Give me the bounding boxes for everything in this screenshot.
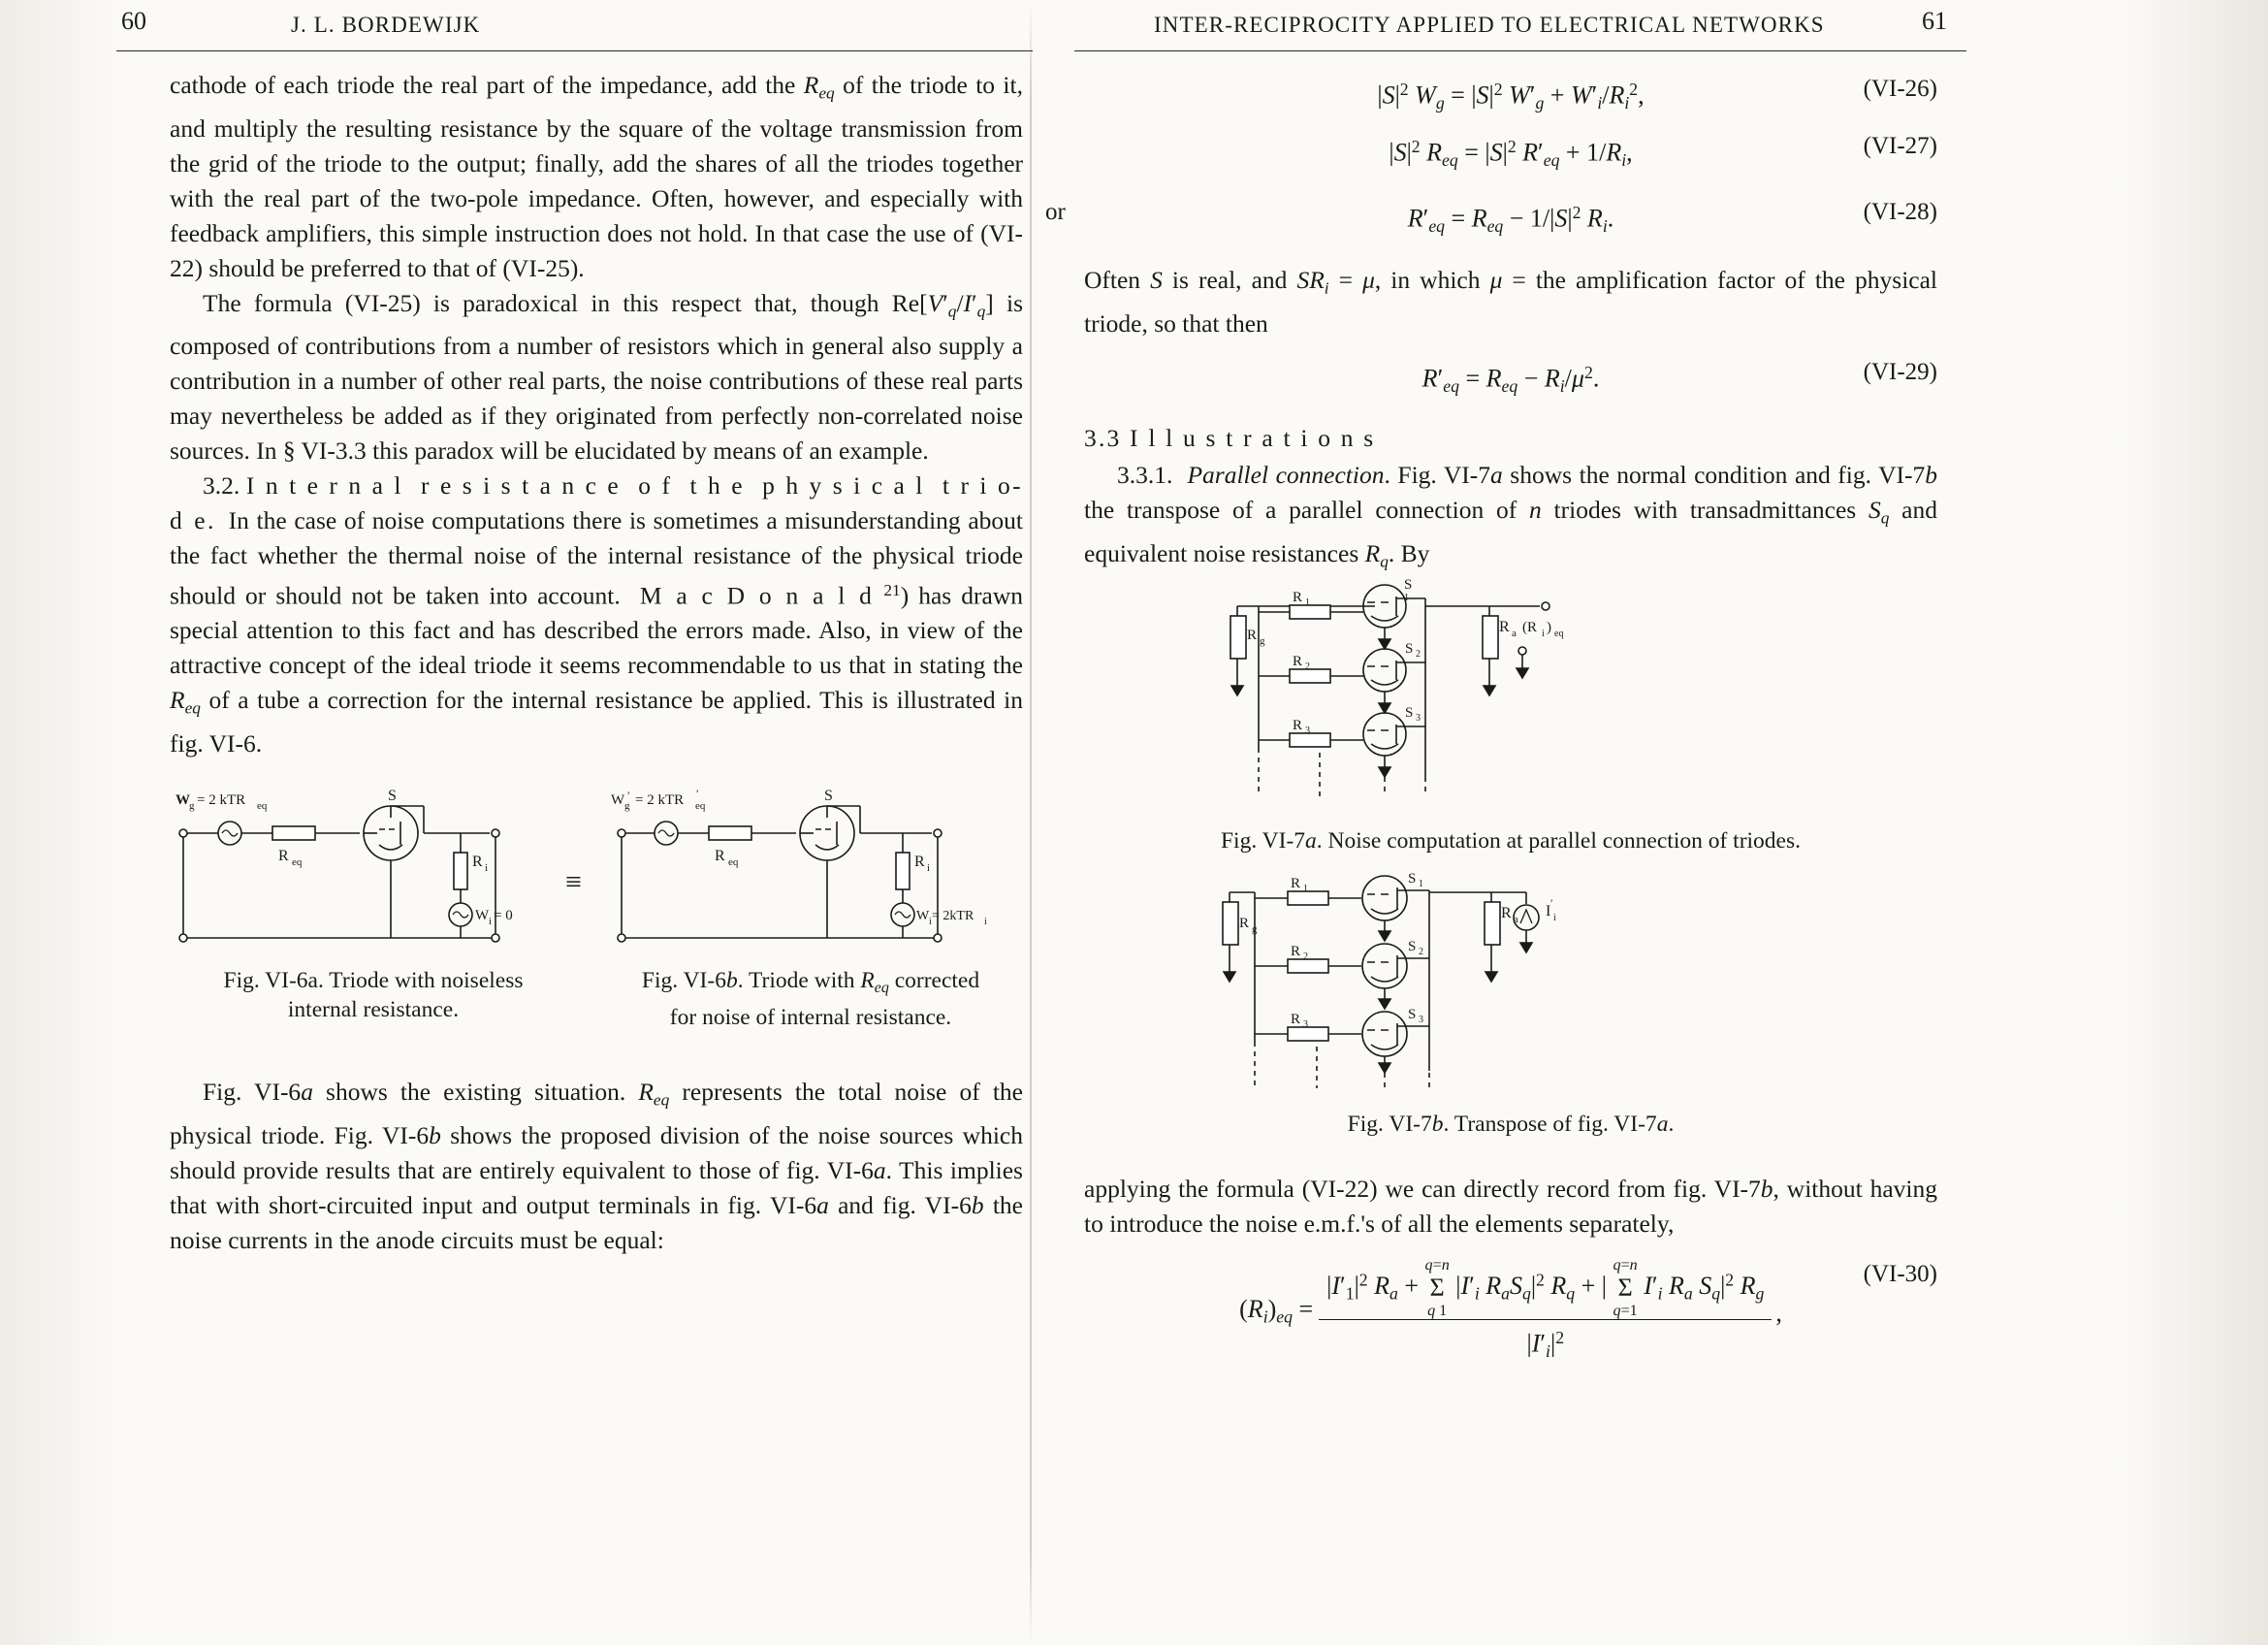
equivalence-symbol: ≡ <box>565 865 582 898</box>
equation-vi-29-body: $R'_{eq} = R_{eq} - R_i/\mu^2$. <box>1421 362 1600 397</box>
fig-vi-7a-output-close: ) <box>1547 620 1551 636</box>
fig-vi-7a-ra-sub: a <box>1512 628 1517 640</box>
fig-vi-6a-anode-source-value: = 0 <box>494 907 513 923</box>
paragraph-3-3-1: 3.3.1. Parallel connection. Fig. VI-7a shows the normal condition and fig. VI-7b the transpose of a parallel connection of n triodes with transadmittances $S_q$ and equivalent noise resistances $R_q$. By <box>1084 461 1938 571</box>
fig-vi-7b-r1-label: R <box>1291 876 1301 892</box>
equation-group-29 <box>1084 355 1937 403</box>
fig-vi-7b-current-prime: ′ <box>1550 896 1553 911</box>
fig-vi-7a-r1-label: R <box>1293 590 1303 606</box>
fig-vi-7b-r2-sub: 2 <box>1303 952 1308 963</box>
equation-vi-28-body: $R'_{eq} = R_{eq} - 1/|S|^2$ $R_i$. <box>1407 203 1614 237</box>
fig-vi-7b-s1-sub: 1 <box>1419 879 1423 890</box>
fig-vi-6b-source-prime: ′ <box>627 788 630 802</box>
figure-vi-7a <box>1084 577 1937 811</box>
book-gutter <box>1030 0 1032 1645</box>
equation-group-26-28 <box>1045 72 1937 243</box>
fig-vi-6a-source-value: = 2 kTR <box>197 791 246 808</box>
equation-vi-29 <box>1084 355 1937 403</box>
paragraph-1: cathode of each triode the real part of the impedance, add the $R_{eq}$ of the triode to it, and multiply the resulting resistance by the square of the voltage transmission from the grid of the triode to the output; finally, add the shares of all the triodes together with the real part of the two-pole impedance. Often, however, and especially with feedback amplifiers, this simple instruction does not hold. In that case the use of (VI-22) should be preferred to that of (VI-25). <box>170 71 1023 282</box>
fig-vi-7b-r3-sub: 3 <box>1303 1019 1308 1031</box>
fig-vi-7a-s2-label: S <box>1405 641 1414 658</box>
fig-vi-7b-s3-sub: 3 <box>1419 1015 1423 1026</box>
left-page-column <box>121 0 1024 1258</box>
equation-vi-27-body: $|S|^2$ $R_{eq} = |S|^2$ $R'_{eq} + 1/R_i$, <box>1389 137 1633 171</box>
fig-vi-7a-r2-sub: 2 <box>1305 661 1310 673</box>
equation-vi-30 <box>1084 1257 1937 1369</box>
header-rule-left <box>116 50 1033 51</box>
equation-vi-26-body: $|S|^2$ $W_g = |S|^2$ $W'_g + W'_i/R_i^2$, <box>1377 80 1645 113</box>
fig-vi-7a-s3-label: S <box>1405 705 1414 722</box>
fig-vi-7b-s3-label: S <box>1408 1007 1417 1023</box>
fig-vi-6b-anode-source-sub: i <box>929 916 932 927</box>
equation-vi-26 <box>1084 72 1937 120</box>
figure-vi-6a-caption <box>170 958 577 1032</box>
fig-vi-7b-rg-sub: g <box>1252 923 1258 936</box>
fig-vi-6b-source-value-sub: eq <box>695 799 706 812</box>
page-number-right: 61 <box>1922 7 1947 35</box>
fig-vi-7b-s1-label: S <box>1408 871 1417 887</box>
figure-vi-6a-caption-line1: Fig. VI-6a. Triode with noiseless <box>223 967 524 993</box>
fig-vi-6b-anode-source-value-sub: i <box>984 916 987 927</box>
fig-vi-6a-source-label: W <box>176 791 190 808</box>
paragraph-applying: applying the formula (VI-22) we can directly record from fig. VI-7b, without having to introduce the noise e.m.f.'s of all the elements separately, <box>1084 1175 1937 1239</box>
fig-vi-6a-source-value-sub: eq <box>257 799 268 812</box>
figure-vi-6-captions <box>170 958 1023 1032</box>
fig-vi-7b-s2-sub: 2 <box>1419 947 1423 958</box>
left-body-text <box>170 68 1023 761</box>
fig-vi-7a-ra-label: R <box>1499 619 1510 636</box>
fig-vi-6a-resistor-sub: eq <box>292 855 303 868</box>
figure-vi-7a-drawing <box>1084 577 1937 811</box>
section-heading-3-3: 3.3 I l l u s t r a t i o n s <box>1084 424 1376 453</box>
fig-vi-7a-rg-sub: g <box>1260 635 1265 648</box>
fig-vi-6b-source-value-prime: ′ <box>696 786 699 800</box>
fig-vi-6b-resistor-sub: eq <box>728 855 739 868</box>
fig-vi-6a-ri-sub: i <box>485 861 489 874</box>
equation-vi-28-number: (VI-28) <box>1863 199 1937 226</box>
equation-vi-30-number: (VI-30) <box>1863 1261 1937 1288</box>
fig-vi-6a-resistor-label: R <box>278 847 289 864</box>
fig-vi-7b-r3-label: R <box>1291 1012 1301 1028</box>
fig-vi-7b-ra-label: R <box>1501 905 1512 922</box>
fig-vi-7b-r1-sub: 1 <box>1303 884 1308 895</box>
figure-vi-6-drawing <box>170 783 1023 952</box>
equation-vi-28 <box>1045 195 1937 243</box>
fig-vi-7b-current-sub: i <box>1553 913 1556 924</box>
running-head-right: INTER-RECIPROCITY APPLIED TO ELECTRICAL NETWORKS <box>1154 13 1825 37</box>
or-label: or <box>1045 199 1066 226</box>
figure-vi-7b <box>1084 871 1937 1100</box>
fig-vi-6b-anode-source-label: W <box>916 908 930 923</box>
figure-vi-7b-drawing <box>1084 871 1937 1100</box>
figure-vi-6a-caption-line2: internal resistance. <box>287 996 460 1022</box>
fig-vi-7a-output-label: (R <box>1522 620 1537 636</box>
figure-vi-7b-caption: Fig. VI-7b. Transpose of fig. VI-7a. <box>1347 1112 1675 1138</box>
fig-vi-7b-r2-label: R <box>1291 944 1301 960</box>
equation-vi-27-number: (VI-27) <box>1863 133 1937 160</box>
fig-vi-7b-current-label: I <box>1546 903 1551 920</box>
equation-vi-30-body: $(R_i)_{eq}$ = $|I'_1|^2$ $R_a$ + q=n Σ q 1 $|I'_i$ $R_aS_q|^2$ $R_q$ + | q=n Σ q=1 $I'_i$ $R_a$ $S_q|^2$ $R_g$ $|I'_i|^2$ , <box>1239 1257 1782 1369</box>
fig-vi-7a-r3-sub: 3 <box>1305 726 1310 737</box>
fig-vi-6a-anode-source-sub: i <box>489 915 493 927</box>
paragraph-4: Fig. VI-6a shows the existing situation. $R_{eq}$ represents the total noise of the physical triode. Fig. VI-6b shows the proposed division of the noise sources which should provide results that are entirely equivalent to those of fig. VI-6a. This implies that with short-circuited input and output terminals in fig. VI-6a and fig. VI-6b the noise currents in the anode circuits must be equal: <box>170 1078 1024 1254</box>
fig-vi-7a-s1-label: S <box>1404 577 1413 594</box>
fig-vi-6a-anode-source-label: W <box>475 907 490 923</box>
fig-vi-6b-resistor-label: R <box>715 847 725 864</box>
fig-vi-6b-tube-label: S <box>824 787 833 804</box>
fig-vi-6a-tube-label: S <box>388 787 397 804</box>
header-rule-right <box>1074 50 1966 51</box>
fig-vi-7a-output-sub2: eq <box>1554 629 1564 640</box>
fig-vi-7b-rg-label: R <box>1239 916 1250 932</box>
fig-vi-6a-source-sub: g <box>189 799 195 812</box>
fig-vi-7a-output-sub1: i <box>1542 629 1545 640</box>
fig-vi-7a-s2-sub: 2 <box>1416 649 1421 661</box>
running-head-left: J. L. BORDEWIJK <box>291 13 481 37</box>
fig-vi-6b-source-sub: g <box>624 799 630 812</box>
figure-vi-6b-caption-line2: for noise of internal resistance. <box>669 1005 952 1031</box>
page-right-edge-shadow <box>2123 0 2268 1645</box>
page-number-left: 60 <box>121 7 146 35</box>
equation-vi-27 <box>1084 129 1937 177</box>
fig-vi-6b-source-value: = 2 kTR <box>635 791 685 808</box>
paragraph-2: The formula (VI-25) is paradoxical in this respect that, though $Re[V'_q/I'_q]$ is composed of contributions from a number of resistors which in general also supply a contribution in a number of other real parts, the noise contributions of these real parts may nevertheless be added as if they originated from perfectly non-correlated noise sources. In § VI-3.3 this paradox will be elucidated by means of an example. <box>170 288 1024 466</box>
figure-vi-6b-caption <box>602 958 1019 1032</box>
fig-vi-7a-s1-sub: 1 <box>1404 593 1409 604</box>
left-page-header <box>121 0 1023 47</box>
fig-vi-7b-s2-label: S <box>1408 939 1417 955</box>
fig-vi-6b-ri-label: R <box>914 853 925 870</box>
fig-vi-6b-source-label: W <box>611 791 625 808</box>
fig-vi-7b-ra-sub: a <box>1514 914 1518 926</box>
fig-vi-6b-ri-sub: i <box>927 861 931 874</box>
equation-vi-26-number: (VI-26) <box>1863 76 1937 102</box>
paragraph-often-s: Often S is real, and $SR_i = \mu$, in which μ = the amplification factor of the physical triode, so that then <box>1084 266 1937 338</box>
figure-vi-6 <box>170 783 1023 952</box>
figure-vi-6b-caption-line1: Fig. VI-6b. Triode with $R_{eq}$ corrected <box>641 967 980 997</box>
fig-vi-7a-s3-sub: 3 <box>1416 713 1421 725</box>
figure-vi-7a-caption: Fig. VI-7a. Noise computation at parallel connection of triodes. <box>1220 828 1802 855</box>
fig-vi-7a-r1-sub: 1 <box>1305 597 1310 609</box>
fig-vi-7a-r2-label: R <box>1293 654 1303 670</box>
fig-vi-7a-rg-label: R <box>1247 628 1258 644</box>
equation-vi-30-row <box>1084 1257 1937 1369</box>
fig-vi-7a-r3-label: R <box>1293 718 1303 734</box>
page-left-edge-shadow <box>0 0 116 1645</box>
fig-vi-6b-anode-source-value: = 2kTR <box>932 908 974 923</box>
equation-vi-29-number: (VI-29) <box>1863 358 1937 385</box>
fig-vi-6a-ri-label: R <box>472 853 483 870</box>
right-page-column <box>1045 0 1947 1378</box>
paragraph-3: 3.2. I n t e r n a l r e s i s t a n c e o f t h e p h y s i c a l t r i o- d e. In the case of noise computations there is sometimes a misunderstanding about the fact whether the thermal noise of the internal resistance of the physical triode should or should not be taken into account. M a c D o n a l d $^{21}$) has drawn special attention to this fact and has described the errors made. Also, in view of the attractive concept of the ideal triode it seems recommendable to us that in stating the $R_{eq}$ of a tube a correction for the internal resistance be applied. This is illustrated in fig. VI-6. <box>170 471 1023 758</box>
right-page-header <box>1084 0 1947 47</box>
